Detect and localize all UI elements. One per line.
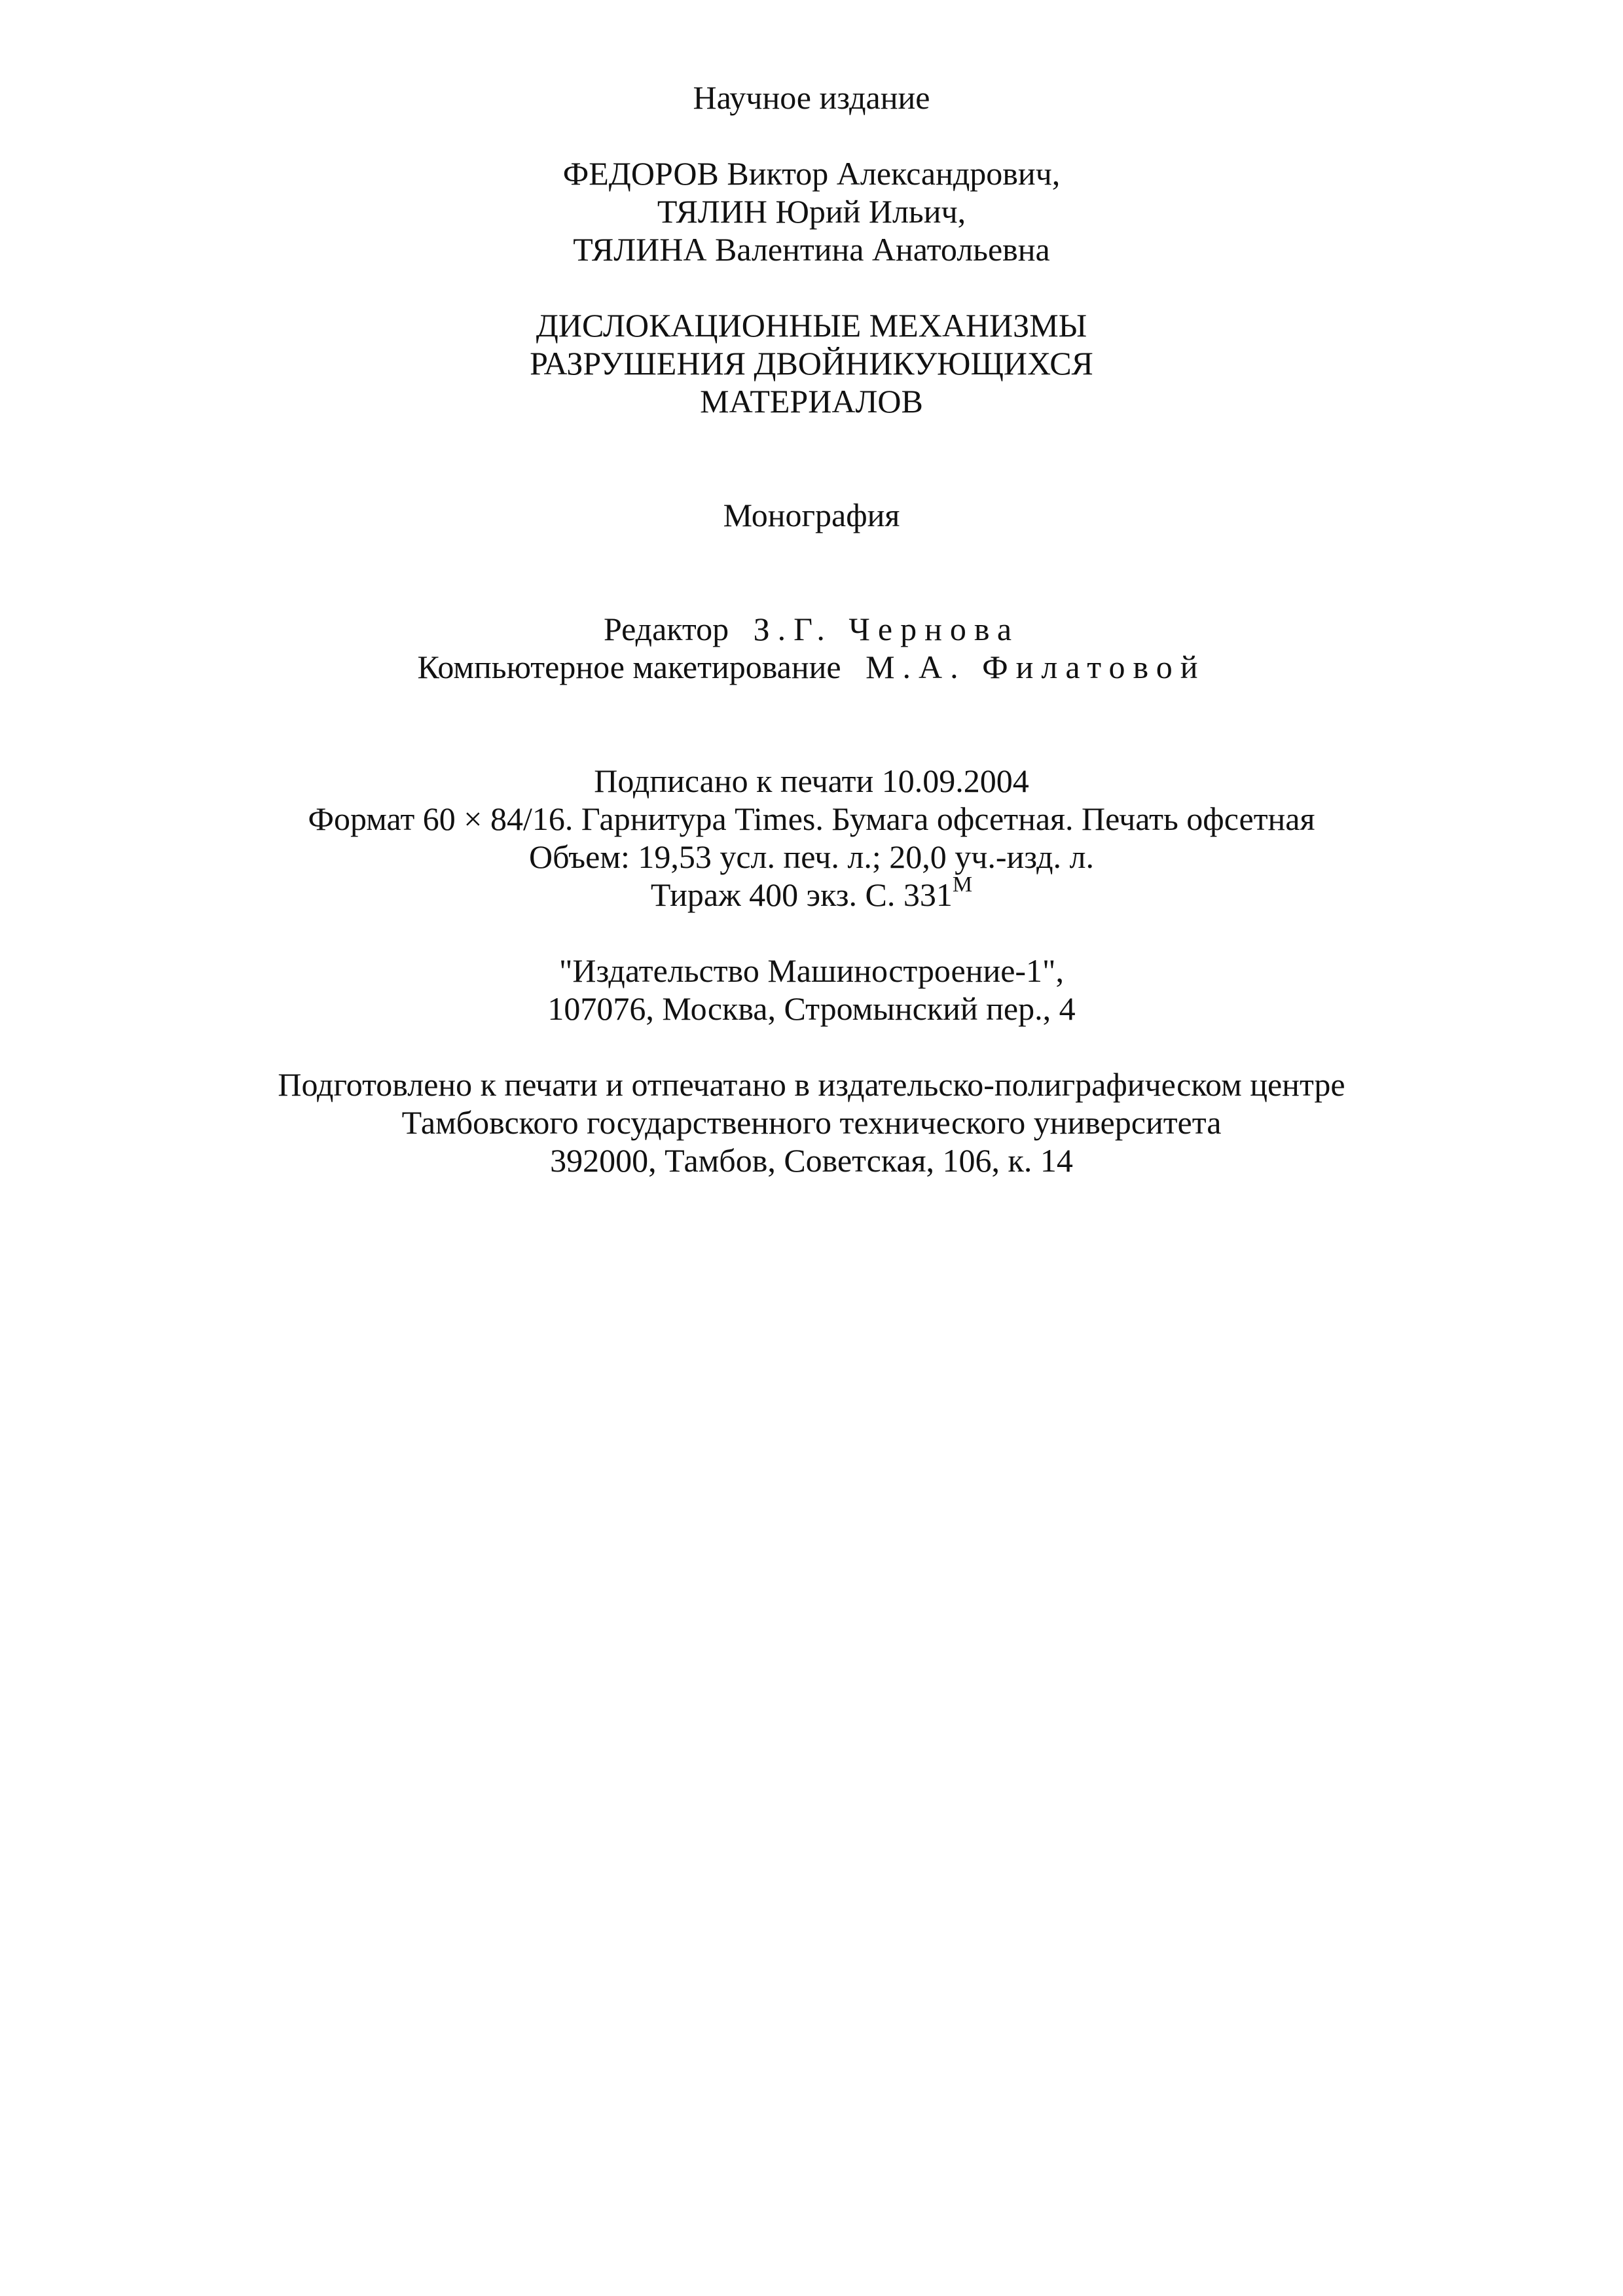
editor-label: Редактор bbox=[603, 611, 729, 647]
format-line: Формат 60 × 84/16. Гарнитура Times. Бумага офсетная. Печать офсетная bbox=[308, 800, 1315, 837]
volume-line: Объем: 19,53 усл. печ. л.; 20,0 уч.-изд. л. bbox=[528, 838, 1094, 875]
publisher-block bbox=[0, 952, 1623, 1028]
print-info-block bbox=[0, 762, 1623, 914]
circulation-line bbox=[0, 872, 1623, 914]
publisher-name: "Издательство Машиностроение-1", bbox=[559, 952, 1064, 989]
layout-credit-label: Компьютерное макетирование bbox=[417, 649, 841, 685]
author-line: ТЯЛИН Юрий Ильич, bbox=[657, 193, 966, 230]
author-line: ТЯЛИНА Валентина Анатольевна bbox=[573, 231, 1050, 268]
circulation-text: Тираж 400 экз. С. 331 bbox=[650, 876, 953, 913]
title-line: ДИСЛОКАЦИОННЫЕ МЕХАНИЗМЫ bbox=[536, 307, 1087, 344]
printer-line: Тамбовского государственного технического университета bbox=[401, 1104, 1222, 1141]
title-line: МАТЕРИАЛОВ bbox=[700, 383, 923, 420]
edition-type: Научное издание bbox=[693, 79, 930, 116]
layout-credit-line bbox=[0, 648, 1623, 686]
author-line: ФЕДОРОВ Виктор Александрович, bbox=[562, 155, 1061, 192]
genre: Монография bbox=[723, 497, 900, 533]
printer-block bbox=[0, 1066, 1623, 1179]
signed-line: Подписано к печати 10.09.2004 bbox=[594, 762, 1029, 799]
publisher-address: 107076, Москва, Стромынский пер., 4 bbox=[547, 990, 1076, 1027]
title-line: РАЗРУШЕНИЯ ДВОЙНИКУЮЩИХСЯ bbox=[530, 345, 1093, 382]
authors-block bbox=[0, 154, 1623, 268]
printer-line: Подготовлено к печати и отпечатано в издательско-полиграфическом центре bbox=[278, 1066, 1345, 1103]
printer-address: 392000, Тамбов, Советская, 106, к. 14 bbox=[550, 1142, 1073, 1179]
editor-line bbox=[0, 610, 1623, 648]
layout-credit-name: М.А. Филатовой bbox=[866, 649, 1206, 685]
credits-block bbox=[0, 610, 1623, 686]
book-title bbox=[0, 306, 1623, 420]
circulation-superscript: М bbox=[952, 872, 973, 897]
editor-name: З.Г. Чернова bbox=[753, 611, 1020, 647]
